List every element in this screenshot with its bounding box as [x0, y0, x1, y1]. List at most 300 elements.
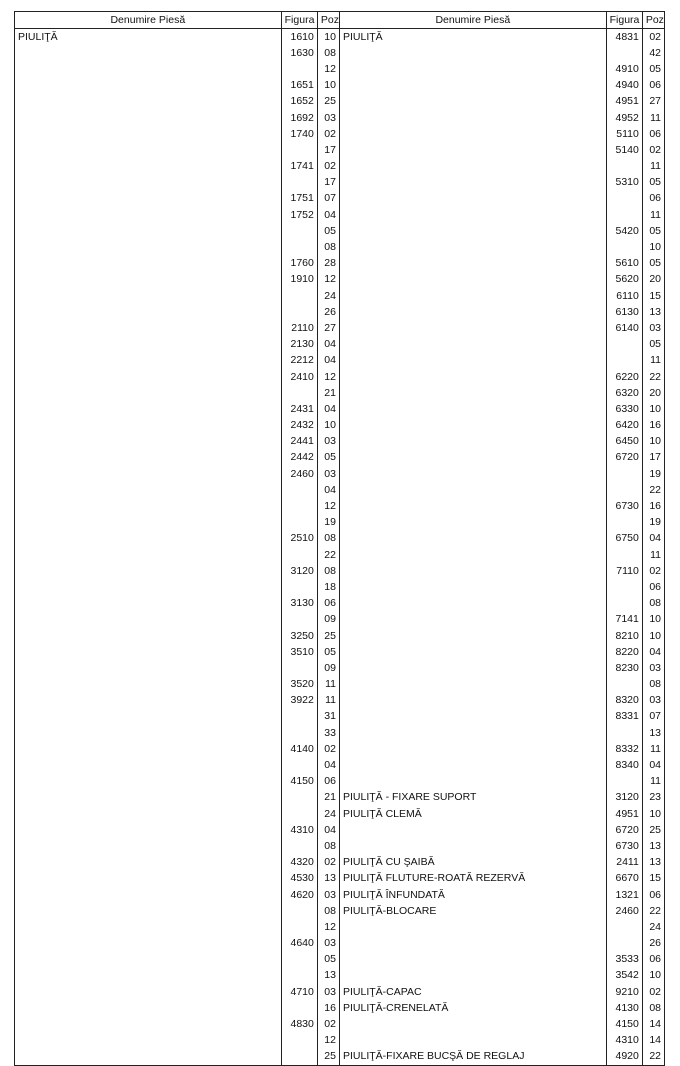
table-row	[15, 1000, 665, 1016]
cell-poz-left: 26	[317, 304, 339, 320]
column-header-figura-left: Figura	[281, 12, 317, 29]
cell-figura-left	[281, 304, 317, 320]
cell-poz-right: 06	[642, 887, 664, 903]
cell-figura-right	[606, 159, 642, 175]
cell-figura-right	[606, 353, 642, 369]
cell-figura-right: 4150	[606, 1016, 642, 1032]
table-row	[15, 693, 665, 709]
cell-poz-left: 08	[317, 903, 339, 919]
cell-figura-left: 2432	[281, 418, 317, 434]
cell-name-left	[15, 1033, 282, 1049]
cell-figura-left: 2410	[281, 369, 317, 385]
cell-figura-left: 2441	[281, 434, 317, 450]
table-row	[15, 239, 665, 255]
cell-name-left	[15, 628, 282, 644]
cell-figura-left: 4320	[281, 855, 317, 871]
table-row	[15, 563, 665, 579]
table-row	[15, 223, 665, 239]
cell-poz-left: 21	[317, 385, 339, 401]
column-header-poz-right: Poz	[642, 12, 664, 29]
cell-name-right	[339, 337, 606, 353]
cell-figura-left	[281, 175, 317, 191]
cell-name-right	[339, 644, 606, 660]
cell-name-right: PIULIŢĂ-FIXARE BUCŞĂ DE REGLAJ	[339, 1049, 606, 1066]
cell-poz-right: 06	[642, 191, 664, 207]
cell-figura-right: 6220	[606, 369, 642, 385]
table-row	[15, 579, 665, 595]
table-row	[15, 644, 665, 660]
cell-name-right	[339, 45, 606, 61]
cell-poz-right: 25	[642, 822, 664, 838]
cell-poz-left: 04	[317, 757, 339, 773]
cell-figura-left: 4620	[281, 887, 317, 903]
cell-name-left	[15, 741, 282, 757]
cell-name-right	[339, 660, 606, 676]
cell-name-left	[15, 903, 282, 919]
cell-poz-right: 02	[642, 29, 664, 46]
cell-figura-right: 4951	[606, 806, 642, 822]
cell-poz-right: 23	[642, 790, 664, 806]
cell-poz-right: 03	[642, 693, 664, 709]
cell-figura-left	[281, 660, 317, 676]
cell-poz-right: 17	[642, 450, 664, 466]
cell-poz-right: 02	[642, 984, 664, 1000]
cell-name-left	[15, 887, 282, 903]
cell-poz-right: 03	[642, 320, 664, 336]
cell-poz-right: 02	[642, 563, 664, 579]
cell-name-right: PIULIŢĂ ÎNFUNDATĂ	[339, 887, 606, 903]
cell-figura-left	[281, 903, 317, 919]
cell-figura-left: 1610	[281, 29, 317, 46]
table-row	[15, 191, 665, 207]
cell-name-left	[15, 515, 282, 531]
cell-figura-left: 1751	[281, 191, 317, 207]
table-row	[15, 984, 665, 1000]
cell-figura-left: 3922	[281, 693, 317, 709]
cell-name-left	[15, 353, 282, 369]
cell-name-left	[15, 239, 282, 255]
cell-figura-left: 3120	[281, 563, 317, 579]
table-row	[15, 677, 665, 693]
cell-poz-left: 03	[317, 434, 339, 450]
cell-poz-left: 04	[317, 207, 339, 223]
cell-poz-left: 09	[317, 660, 339, 676]
table-row	[15, 887, 665, 903]
cell-name-left	[15, 644, 282, 660]
cell-poz-left: 12	[317, 61, 339, 77]
cell-figura-left	[281, 806, 317, 822]
cell-figura-left: 2431	[281, 401, 317, 417]
table-row	[15, 61, 665, 77]
cell-name-left	[15, 838, 282, 854]
cell-figura-right	[606, 207, 642, 223]
cell-figura-left: 1760	[281, 256, 317, 272]
cell-figura-right: 6110	[606, 288, 642, 304]
cell-name-right: PIULIŢĂ FLUTURE-ROATĂ REZERVĂ	[339, 871, 606, 887]
cell-figura-right: 5620	[606, 272, 642, 288]
cell-poz-right: 04	[642, 644, 664, 660]
cell-poz-left: 08	[317, 239, 339, 255]
cell-name-left	[15, 45, 282, 61]
cell-figura-left: 2442	[281, 450, 317, 466]
cell-name-left	[15, 1049, 282, 1066]
cell-figura-right: 6720	[606, 450, 642, 466]
cell-name-left	[15, 434, 282, 450]
cell-name-left	[15, 757, 282, 773]
cell-figura-right: 4130	[606, 1000, 642, 1016]
cell-figura-right	[606, 579, 642, 595]
table-row	[15, 272, 665, 288]
cell-figura-right: 2460	[606, 903, 642, 919]
table-row	[15, 385, 665, 401]
cell-name-right	[339, 78, 606, 94]
table-row	[15, 1016, 665, 1032]
cell-name-left	[15, 159, 282, 175]
cell-name-right	[339, 547, 606, 563]
table-row	[15, 919, 665, 935]
cell-poz-right: 06	[642, 952, 664, 968]
cell-poz-left: 04	[317, 482, 339, 498]
cell-poz-left: 03	[317, 984, 339, 1000]
cell-figura-right: 5420	[606, 223, 642, 239]
cell-poz-right: 06	[642, 78, 664, 94]
cell-figura-right: 5310	[606, 175, 642, 191]
cell-figura-right: 5610	[606, 256, 642, 272]
table-row	[15, 369, 665, 385]
cell-name-right	[339, 256, 606, 272]
cell-name-left	[15, 94, 282, 110]
cell-figura-right: 6730	[606, 838, 642, 854]
table-row	[15, 175, 665, 191]
table-row	[15, 871, 665, 887]
cell-name-right	[339, 110, 606, 126]
table-row	[15, 936, 665, 952]
cell-name-right	[339, 693, 606, 709]
table-row	[15, 757, 665, 773]
cell-poz-left: 33	[317, 725, 339, 741]
table-row	[15, 725, 665, 741]
cell-poz-right: 22	[642, 482, 664, 498]
cell-poz-left: 02	[317, 159, 339, 175]
cell-name-left	[15, 498, 282, 514]
cell-name-left	[15, 482, 282, 498]
cell-name-left	[15, 304, 282, 320]
cell-figura-right	[606, 774, 642, 790]
cell-poz-right: 05	[642, 175, 664, 191]
cell-figura-right: 6720	[606, 822, 642, 838]
cell-name-left	[15, 191, 282, 207]
cell-figura-right	[606, 725, 642, 741]
cell-poz-left: 05	[317, 450, 339, 466]
cell-figura-left	[281, 968, 317, 984]
cell-name-right	[339, 498, 606, 514]
cell-figura-right: 6730	[606, 498, 642, 514]
cell-poz-left: 03	[317, 936, 339, 952]
cell-figura-left: 2510	[281, 531, 317, 547]
cell-poz-left: 16	[317, 1000, 339, 1016]
table-row	[15, 29, 665, 46]
cell-name-left	[15, 968, 282, 984]
cell-name-left	[15, 677, 282, 693]
cell-figura-right: 6750	[606, 531, 642, 547]
cell-figura-right: 4310	[606, 1033, 642, 1049]
cell-poz-left: 11	[317, 677, 339, 693]
cell-poz-right: 06	[642, 126, 664, 142]
cell-figura-left	[281, 515, 317, 531]
cell-name-left	[15, 1016, 282, 1032]
cell-name-right	[339, 515, 606, 531]
cell-figura-left: 1692	[281, 110, 317, 126]
cell-poz-left: 05	[317, 223, 339, 239]
cell-poz-left: 13	[317, 871, 339, 887]
cell-figura-right: 6130	[606, 304, 642, 320]
cell-name-left	[15, 531, 282, 547]
cell-name-left	[15, 385, 282, 401]
cell-name-right	[339, 61, 606, 77]
cell-figura-right: 4940	[606, 78, 642, 94]
cell-figura-left: 4150	[281, 774, 317, 790]
table-row	[15, 612, 665, 628]
table-row	[15, 968, 665, 984]
cell-poz-right: 16	[642, 418, 664, 434]
cell-figura-right: 7110	[606, 563, 642, 579]
cell-poz-right: 22	[642, 369, 664, 385]
cell-figura-left	[281, 142, 317, 158]
table-row	[15, 353, 665, 369]
cell-figura-right	[606, 515, 642, 531]
cell-name-left	[15, 596, 282, 612]
cell-figura-left	[281, 239, 317, 255]
cell-figura-right: 6670	[606, 871, 642, 887]
cell-poz-left: 06	[317, 596, 339, 612]
cell-name-right	[339, 596, 606, 612]
cell-figura-left: 4310	[281, 822, 317, 838]
cell-figura-left	[281, 838, 317, 854]
table-row	[15, 547, 665, 563]
cell-name-right	[339, 126, 606, 142]
cell-poz-right: 10	[642, 401, 664, 417]
cell-figura-left	[281, 579, 317, 595]
cell-figura-left: 1651	[281, 78, 317, 94]
cell-poz-right: 42	[642, 45, 664, 61]
cell-name-right	[339, 1016, 606, 1032]
cell-name-right	[339, 304, 606, 320]
table-row	[15, 482, 665, 498]
cell-poz-left: 08	[317, 45, 339, 61]
cell-poz-left: 12	[317, 369, 339, 385]
cell-poz-right: 05	[642, 61, 664, 77]
cell-figura-left	[281, 547, 317, 563]
cell-figura-right: 3120	[606, 790, 642, 806]
cell-poz-right: 14	[642, 1033, 664, 1049]
cell-name-right	[339, 401, 606, 417]
cell-poz-left: 04	[317, 401, 339, 417]
cell-figura-left: 4830	[281, 1016, 317, 1032]
cell-poz-right: 13	[642, 725, 664, 741]
cell-figura-left: 2460	[281, 466, 317, 482]
cell-name-left	[15, 272, 282, 288]
cell-poz-left: 12	[317, 272, 339, 288]
cell-poz-left: 03	[317, 110, 339, 126]
cell-name-right: PIULIŢĂ-CAPAC	[339, 984, 606, 1000]
cell-figura-right: 8331	[606, 709, 642, 725]
cell-poz-right: 13	[642, 855, 664, 871]
cell-poz-right: 08	[642, 596, 664, 612]
cell-figura-left: 3510	[281, 644, 317, 660]
cell-poz-right: 05	[642, 337, 664, 353]
table-body	[15, 29, 665, 1066]
table-row	[15, 320, 665, 336]
cell-poz-right: 16	[642, 498, 664, 514]
table-row	[15, 741, 665, 757]
cell-name-left	[15, 320, 282, 336]
cell-figura-left	[281, 482, 317, 498]
cell-poz-left: 03	[317, 466, 339, 482]
cell-figura-left: 2110	[281, 320, 317, 336]
cell-name-right	[339, 239, 606, 255]
cell-name-left	[15, 418, 282, 434]
cell-figura-left	[281, 725, 317, 741]
cell-name-right	[339, 774, 606, 790]
cell-poz-right: 10	[642, 239, 664, 255]
cell-poz-left: 03	[317, 887, 339, 903]
cell-figura-left	[281, 1049, 317, 1066]
cell-name-right	[339, 709, 606, 725]
cell-poz-right: 02	[642, 142, 664, 158]
cell-poz-left: 10	[317, 29, 339, 46]
cell-name-left	[15, 952, 282, 968]
cell-name-left	[15, 579, 282, 595]
cell-figura-left	[281, 288, 317, 304]
cell-name-right	[339, 838, 606, 854]
cell-poz-left: 08	[317, 838, 339, 854]
cell-figura-left: 4640	[281, 936, 317, 952]
cell-poz-left: 02	[317, 1016, 339, 1032]
cell-poz-left: 28	[317, 256, 339, 272]
cell-poz-left: 08	[317, 531, 339, 547]
cell-name-left	[15, 774, 282, 790]
cell-poz-right: 11	[642, 547, 664, 563]
cell-name-left	[15, 563, 282, 579]
cell-poz-left: 25	[317, 94, 339, 110]
cell-figura-left: 1910	[281, 272, 317, 288]
cell-name-right	[339, 159, 606, 175]
table-row	[15, 288, 665, 304]
cell-figura-left: 1652	[281, 94, 317, 110]
cell-figura-right: 3542	[606, 968, 642, 984]
cell-figura-right	[606, 191, 642, 207]
table-row	[15, 822, 665, 838]
cell-poz-right: 20	[642, 385, 664, 401]
cell-name-right	[339, 385, 606, 401]
cell-poz-right: 15	[642, 871, 664, 887]
cell-figura-left: 3520	[281, 677, 317, 693]
cell-name-right	[339, 936, 606, 952]
table-row	[15, 304, 665, 320]
cell-poz-right: 03	[642, 660, 664, 676]
cell-figura-left	[281, 1000, 317, 1016]
cell-poz-right: 04	[642, 531, 664, 547]
cell-name-left	[15, 369, 282, 385]
cell-name-right	[339, 822, 606, 838]
cell-name-right: PIULIŢĂ-BLOCARE	[339, 903, 606, 919]
cell-figura-left	[281, 952, 317, 968]
cell-name-right	[339, 482, 606, 498]
cell-figura-left: 2130	[281, 337, 317, 353]
cell-poz-right: 05	[642, 223, 664, 239]
cell-figura-right: 7141	[606, 612, 642, 628]
cell-figura-left	[281, 709, 317, 725]
cell-poz-left: 22	[317, 547, 339, 563]
cell-figura-right: 6450	[606, 434, 642, 450]
cell-poz-left: 04	[317, 822, 339, 838]
cell-name-left	[15, 984, 282, 1000]
cell-figura-left: 4710	[281, 984, 317, 1000]
table-row	[15, 806, 665, 822]
cell-figura-left	[281, 757, 317, 773]
cell-poz-right: 27	[642, 94, 664, 110]
table-row	[15, 709, 665, 725]
cell-name-right	[339, 94, 606, 110]
cell-name-left	[15, 223, 282, 239]
table-row	[15, 159, 665, 175]
column-header-poz-left: Poz	[317, 12, 339, 29]
cell-poz-left: 06	[317, 774, 339, 790]
cell-name-left	[15, 725, 282, 741]
table-row	[15, 434, 665, 450]
cell-poz-left: 24	[317, 806, 339, 822]
cell-name-left	[15, 919, 282, 935]
cell-name-right	[339, 191, 606, 207]
cell-figura-right: 5110	[606, 126, 642, 142]
table-row	[15, 401, 665, 417]
cell-poz-left: 12	[317, 498, 339, 514]
cell-poz-left: 25	[317, 1049, 339, 1066]
cell-figura-left: 1752	[281, 207, 317, 223]
cell-figura-right: 8230	[606, 660, 642, 676]
cell-figura-right: 4831	[606, 29, 642, 46]
table-row	[15, 952, 665, 968]
table-row	[15, 45, 665, 61]
cell-name-right: PIULIŢĂ	[339, 29, 606, 46]
cell-name-left	[15, 612, 282, 628]
cell-figura-right	[606, 482, 642, 498]
cell-poz-left: 31	[317, 709, 339, 725]
cell-figura-right: 8320	[606, 693, 642, 709]
cell-poz-left: 02	[317, 741, 339, 757]
cell-name-right: PIULIŢĂ CLEMĂ	[339, 806, 606, 822]
cell-figura-right	[606, 596, 642, 612]
cell-poz-left: 10	[317, 78, 339, 94]
cell-poz-right: 11	[642, 741, 664, 757]
cell-poz-left: 27	[317, 320, 339, 336]
cell-name-right	[339, 369, 606, 385]
cell-figura-left	[281, 1033, 317, 1049]
cell-figura-right: 4910	[606, 61, 642, 77]
cell-poz-left: 10	[317, 418, 339, 434]
cell-name-right	[339, 175, 606, 191]
cell-name-left	[15, 822, 282, 838]
cell-name-right	[339, 968, 606, 984]
cell-poz-right: 10	[642, 612, 664, 628]
cell-name-left	[15, 871, 282, 887]
cell-poz-left: 05	[317, 952, 339, 968]
cell-figura-right: 3533	[606, 952, 642, 968]
cell-name-right	[339, 919, 606, 935]
cell-name-left	[15, 142, 282, 158]
table-row	[15, 774, 665, 790]
cell-poz-left: 17	[317, 142, 339, 158]
